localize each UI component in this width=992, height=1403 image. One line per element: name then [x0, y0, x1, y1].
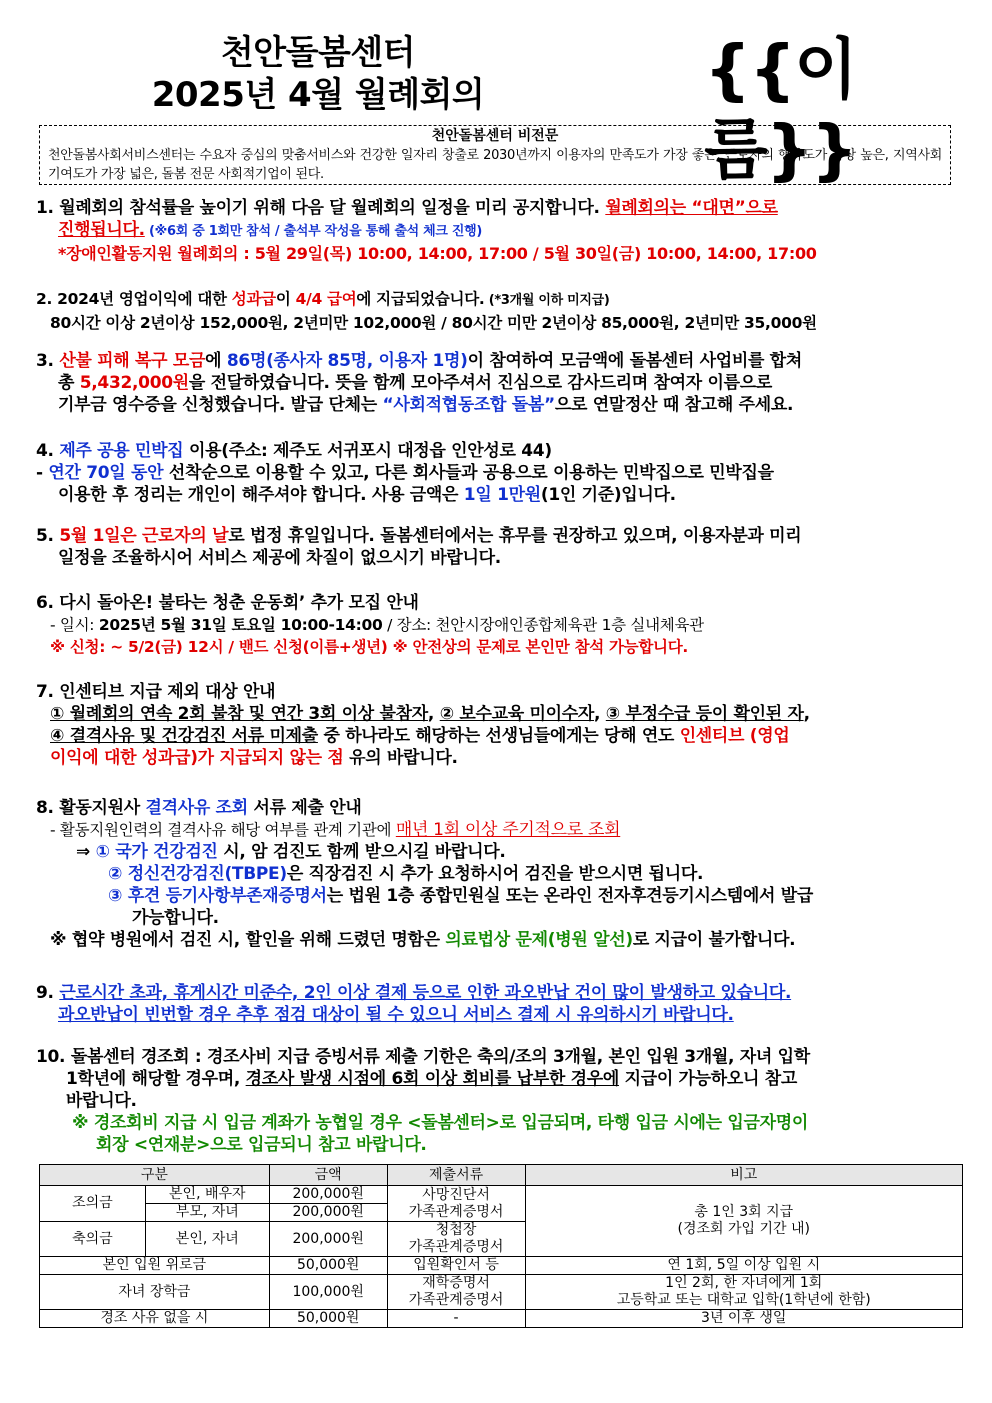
- table-cell: 본인 입원 위로금: [40, 1257, 270, 1275]
- s8-item-3: ③ 후견 등기사항부존재증명서: [108, 886, 327, 906]
- table-cell-line: 가족관계증명서: [408, 1203, 504, 1220]
- s7-item-2: ② 보수교육 미이수자: [439, 704, 595, 724]
- s6-label: - 일시:: [50, 616, 99, 634]
- s7-item-1: ① 월례회의 연속 2회 불참 및 연간 3회 이상 불참자: [50, 704, 428, 724]
- s3-issuer: “사회적협동조합 돌봄”: [382, 395, 555, 415]
- section-6-line-3: ※ 신청: ~ 5/2(금) 12시 / 밴드 신청(이름+생년) ※ 안전상의 문제로 본인만 참석 가능합니다.: [50, 638, 688, 656]
- name-placeholder: {{이름}}: [704, 31, 856, 188]
- s5-text: 로 법정 휴일입니다. 돌봄센터에서는 휴무를 권장하고 있으며, 이용자분과 미리: [228, 526, 802, 546]
- s8-medical-law: 의료법상 문제(병원 알선): [445, 930, 633, 950]
- table-cell: 부모, 자녀: [145, 1204, 269, 1222]
- section-8-line-3: [36, 841, 966, 863]
- table-cell-line: 사망진단서: [422, 1186, 490, 1203]
- table-row: [40, 1275, 963, 1310]
- s7-incentive-2: 이익에 대한 성과급)가 지급되지 않는 점: [50, 748, 344, 768]
- s4-text-4: (1인 기준)입니다.: [540, 485, 676, 505]
- section-7-line-1: 7. 인센티브 지급 제외 대상 안내: [36, 682, 276, 702]
- s8-arrow: ⇒: [76, 842, 96, 862]
- title-line-1: 천안돌봄센터: [220, 33, 416, 73]
- s4-fee: 1일 1만원: [463, 485, 541, 505]
- section-10-line-2: [36, 1068, 966, 1090]
- table-cell: [387, 1275, 525, 1310]
- table-cell: 200,000원: [269, 1222, 387, 1257]
- section-6: [36, 592, 966, 658]
- s3-text-5: 기부금 영수증을 신청했습니다. 발급 단체는: [58, 395, 383, 415]
- table-cell: 200,000원: [269, 1204, 387, 1222]
- table-cell: 연 1회, 5일 이상 입원 시: [525, 1257, 963, 1275]
- table-cell: 경조 사유 없을 시: [40, 1310, 270, 1328]
- s8-text-8: 로 지급이 불가합니다.: [632, 930, 796, 950]
- table-cell: [525, 1275, 963, 1310]
- section-7-line-4: [36, 747, 966, 769]
- section-9-line-1: [36, 982, 966, 1004]
- table-cell: 축의금: [40, 1222, 146, 1257]
- section-2-line-2: 80시간 이상 2년이상 152,000원, 2년미만 102,000원 / 80시간 미만 2년이상 85,000원, 2년미만 35,000원: [50, 314, 817, 332]
- s8-text: 8. 활동지원사: [36, 798, 146, 818]
- s7-sep-3: ,: [803, 704, 810, 724]
- section-8-line-6: 가능합니다.: [132, 908, 219, 928]
- table-header: 구분: [40, 1165, 270, 1186]
- s8-text-6: 는 법원 1층 종합민원실 또는 온라인 전자후견등기시스템에서 발급: [326, 886, 813, 906]
- s3-text-4: 을 전달하였습니다. 뜻을 함께 모아주셔서 진심으로 감사드리며 참여자 이름으로: [188, 373, 773, 393]
- s8-check: 결격사유 조회: [145, 798, 248, 818]
- s9-warning-1: 근로시간 초과, 휴게시간 미준수, 2인 이상 결제 등으로 인한 과오반납 건이 많이 발생하고 있습니다.: [59, 983, 792, 1003]
- s7-incentive: 인센티브 (영업: [679, 726, 790, 746]
- s3-text-2: 이 참여하여 모금액에 돌봄센터 사업비를 합쳐: [467, 351, 803, 371]
- table-cell: 본인, 배우자: [145, 1186, 269, 1204]
- table-cell: 200,000원: [269, 1186, 387, 1204]
- table-cell: [387, 1222, 525, 1257]
- s4-dash: -: [36, 463, 49, 483]
- s2-text-3: 에 지급되었습니다.: [356, 290, 485, 308]
- table-cell: -: [387, 1310, 525, 1328]
- s10-text-2: 지급이 가능하오니 참고: [618, 1069, 798, 1089]
- table-cell-line: 가족관계증명서: [408, 1239, 504, 1255]
- s3-participants: 86명(종사자 85명, 이용자 1명): [226, 351, 468, 371]
- s3-text-3: 총: [58, 373, 80, 393]
- s6-place: / 장소: 천안시장애인종합체육관 1층 실내체육관: [382, 616, 704, 634]
- section-10-line-5: 회장 <연재분>으로 입금되니 참고 바랍니다.: [96, 1135, 427, 1155]
- section-8-line-7: [36, 929, 966, 951]
- s9-num: 9.: [36, 983, 60, 1003]
- table-row: [40, 1186, 963, 1204]
- s7-item-3: ③ 부정수급 등이 확인된 자: [605, 704, 804, 724]
- condolence-fee-table: [39, 1164, 963, 1328]
- section-4: [36, 440, 966, 506]
- table-cell: [525, 1186, 963, 1257]
- table-header: 금액: [269, 1165, 387, 1186]
- s8-text-7: ※ 협약 병원에서 검진 시, 할인을 위해 드렸던 명함은: [50, 930, 446, 950]
- section-4-line-1: [36, 440, 966, 462]
- s4-text-2: 선착순으로 이용할 수 있고, 다른 회사들과 공용으로 이용하는 민박집으로 민박집을: [163, 463, 774, 483]
- s1-note: (※6회 중 1회만 참석 / 출석부 작성을 통해 출석 체크 진행): [144, 224, 482, 239]
- section-4-line-2: [36, 462, 966, 484]
- s2-bonus: 성과급: [231, 290, 276, 308]
- section-1-line-1: [36, 197, 966, 219]
- section-2-line-1: [36, 288, 966, 312]
- vision-text: 천안돌봄사회서비스센터는 수요자 중심의 맞춤서비스와 건강한 일자리 창출로 2030년까지 이용자의 만족도가 가장 좋은, 근로자의 행복도가 가장 높은, 지역사회 기여도가 가장 넓은, 돌봄 전문 사회적기업이 된다.: [48, 148, 942, 182]
- table-cell-line: 고등학교 또는 대학교 입학(1학년에 한함): [616, 1292, 871, 1308]
- table-cell: 3년 이후 생일: [525, 1310, 963, 1328]
- s8-text-2: 서류 제출 안내: [247, 798, 362, 818]
- table-cell: 조의금: [40, 1186, 146, 1222]
- table-cell-line: (경조회 가입 기간 내): [677, 1221, 810, 1237]
- title-line-2: 2025년 4월 월례회의: [151, 75, 485, 115]
- table-cell: 50,000원: [269, 1257, 387, 1275]
- table-row: [40, 1310, 963, 1328]
- s8-item-2: ② 정신건강검진(TBPE): [108, 864, 287, 884]
- table-row: [40, 1257, 963, 1275]
- s8-annual: 매년 1회 이상 주기적으로 조회: [395, 820, 621, 840]
- table-cell: [387, 1186, 525, 1222]
- s3-fundraise: 산불 피해 복구 모금: [59, 351, 206, 371]
- section-6-line-1: 6. 다시 돌아온! 불타는 청춘 운동회’ 추가 모집 안내: [36, 593, 419, 613]
- s8-text-4: 시, 암 검진도 함께 받으시길 바랍니다.: [217, 842, 506, 862]
- section-7-line-3: [36, 725, 966, 747]
- section-10-line-1: 10. 돌봄센터 경조회 : 경조사비 지급 증빙서류 제출 기한은 축의/조의 3개월, 본인 입원 3개월, 자녀 입학: [36, 1047, 810, 1067]
- s8-item-1: ① 국가 건강검진: [95, 842, 218, 862]
- section-10-line-3: 바랍니다.: [66, 1091, 137, 1111]
- section-10: [36, 1046, 966, 1156]
- s7-text: 중 하나라도 해당하는 선생님들에게는 당해 연도: [317, 726, 680, 746]
- table-header: 비고: [525, 1165, 963, 1186]
- section-7-line-2: [36, 703, 966, 725]
- s2-note: (*3개월 이하 미지급): [484, 293, 610, 308]
- s7-sep-1: ,: [427, 704, 440, 724]
- table-cell-line: 1인 2회, 한 자녀에게 1회: [665, 1275, 823, 1291]
- section-8-line-4: [36, 863, 966, 885]
- table-cell: 100,000원: [269, 1275, 387, 1310]
- section-8-line-2: [36, 819, 966, 841]
- section-3-line-1: [36, 350, 966, 372]
- s3-text-6: 으로 연말정산 때 참고해 주세요.: [554, 395, 794, 415]
- s3-amount: 5,432,000원: [79, 373, 189, 393]
- s4-text-3: 이용한 후 정리는 개인이 해주셔야 합니다. 사용 금액은: [58, 485, 464, 505]
- s3-num: 3.: [36, 351, 60, 371]
- s5-num: 5.: [36, 526, 60, 546]
- table-cell-line: 가족관계증명서: [408, 1292, 504, 1308]
- section-1: [36, 197, 966, 265]
- table-cell: 자녀 장학금: [40, 1275, 270, 1310]
- s7-text-2: 유의 바랍니다.: [343, 748, 458, 768]
- s6-date: 2025년 5월 31일 토요일 10:00-14:00: [98, 616, 383, 634]
- s4-text: 이용(주소: 제주도 서귀포시 대정읍 인안성로 44): [183, 441, 552, 461]
- section-7: [36, 681, 966, 769]
- section-5: [36, 525, 966, 569]
- s10-condition: 경조사 발생 시점에 6회 이상 회비를 납부한 경우에: [245, 1069, 619, 1089]
- table-header-row: [40, 1165, 963, 1186]
- s7-sep-2: ,: [594, 704, 606, 724]
- section-5-line-2: 일정을 조율하시어 서비스 제공에 차질이 없으시기 바랍니다.: [58, 548, 501, 568]
- table-cell-line: 총 1인 3회 지급: [694, 1204, 794, 1220]
- table-header: 제출서류: [387, 1165, 525, 1186]
- section-6-line-2: [36, 614, 966, 636]
- s8-text-3: - 활동지원인력의 결격사유 해당 여부를 관계 기관에: [50, 821, 396, 839]
- section-8-line-1: [36, 797, 966, 819]
- s3-text: 에: [205, 351, 227, 371]
- s4-guesthouse: 제주 공용 민박집: [59, 441, 184, 461]
- section-5-line-1: [36, 525, 966, 547]
- section-9-line-2: 과오반납이 빈번할 경우 추후 점검 대상이 될 수 있으니 서비스 결제 시 유의하시기 바랍니다.: [58, 1005, 734, 1025]
- s5-holiday: 5월 1일은 근로자의 날: [59, 526, 229, 546]
- page-title: [108, 32, 528, 116]
- s2-pay: 4/4 급여: [295, 290, 357, 308]
- section-8-line-5: [36, 885, 966, 907]
- table-cell-line: 재학증명서: [422, 1275, 490, 1291]
- table-cell: 입원확인서 등: [387, 1257, 525, 1275]
- section-8: [36, 797, 966, 951]
- section-3: [36, 350, 966, 416]
- section-9: [36, 982, 966, 1026]
- section-10-line-4: ※ 경조회비 지급 시 입금 계좌가 농협일 경우 <돌봄센터>로 입금되며, 타행 입금 시에는 입금자명이: [72, 1113, 808, 1133]
- s2-text-2: 이: [275, 290, 296, 308]
- s4-period: 연간 70일 동안: [48, 463, 164, 483]
- section-1-line-3: *장애인활동지원 월례회의 : 5월 29일(목) 10:00, 14:00, 17:00 / 5월 30일(금) 10:00, 14:00, 17:00: [58, 244, 817, 263]
- s7-item-4: ④ 결격사유 및 건강검진 서류 미제출: [50, 726, 318, 746]
- section-1-line-2: [36, 219, 966, 243]
- s4-num: 4.: [36, 441, 60, 461]
- section-2: [36, 288, 966, 334]
- section-3-line-2: [36, 372, 966, 394]
- s1-highlight-2: 진행됩니다.: [58, 220, 145, 240]
- s8-text-5: 은 직장검진 시 추가 요청하시어 검진을 받으시면 됩니다.: [286, 864, 704, 884]
- table-cell-line: 청첩장: [435, 1222, 477, 1238]
- table-cell: 50,000원: [269, 1310, 387, 1328]
- s1-highlight: 월례회의는 “대면”으로: [605, 198, 778, 218]
- table-cell: 본인, 자녀: [145, 1222, 269, 1257]
- vision-box: [39, 125, 951, 185]
- s2-text: 2. 2024년 영업이익에 대한: [36, 290, 232, 308]
- s10-text: 1학년에 해당할 경우며,: [66, 1069, 246, 1089]
- section-3-line-3: [36, 394, 966, 416]
- vision-title: 천안돌봄센터 비전문: [431, 128, 559, 144]
- s1-text: 1. 월례회의 참석률을 높이기 위해 다음 달 월례회의 일정을 미리 공지합니다.: [36, 198, 606, 218]
- section-4-line-3: [36, 484, 966, 506]
